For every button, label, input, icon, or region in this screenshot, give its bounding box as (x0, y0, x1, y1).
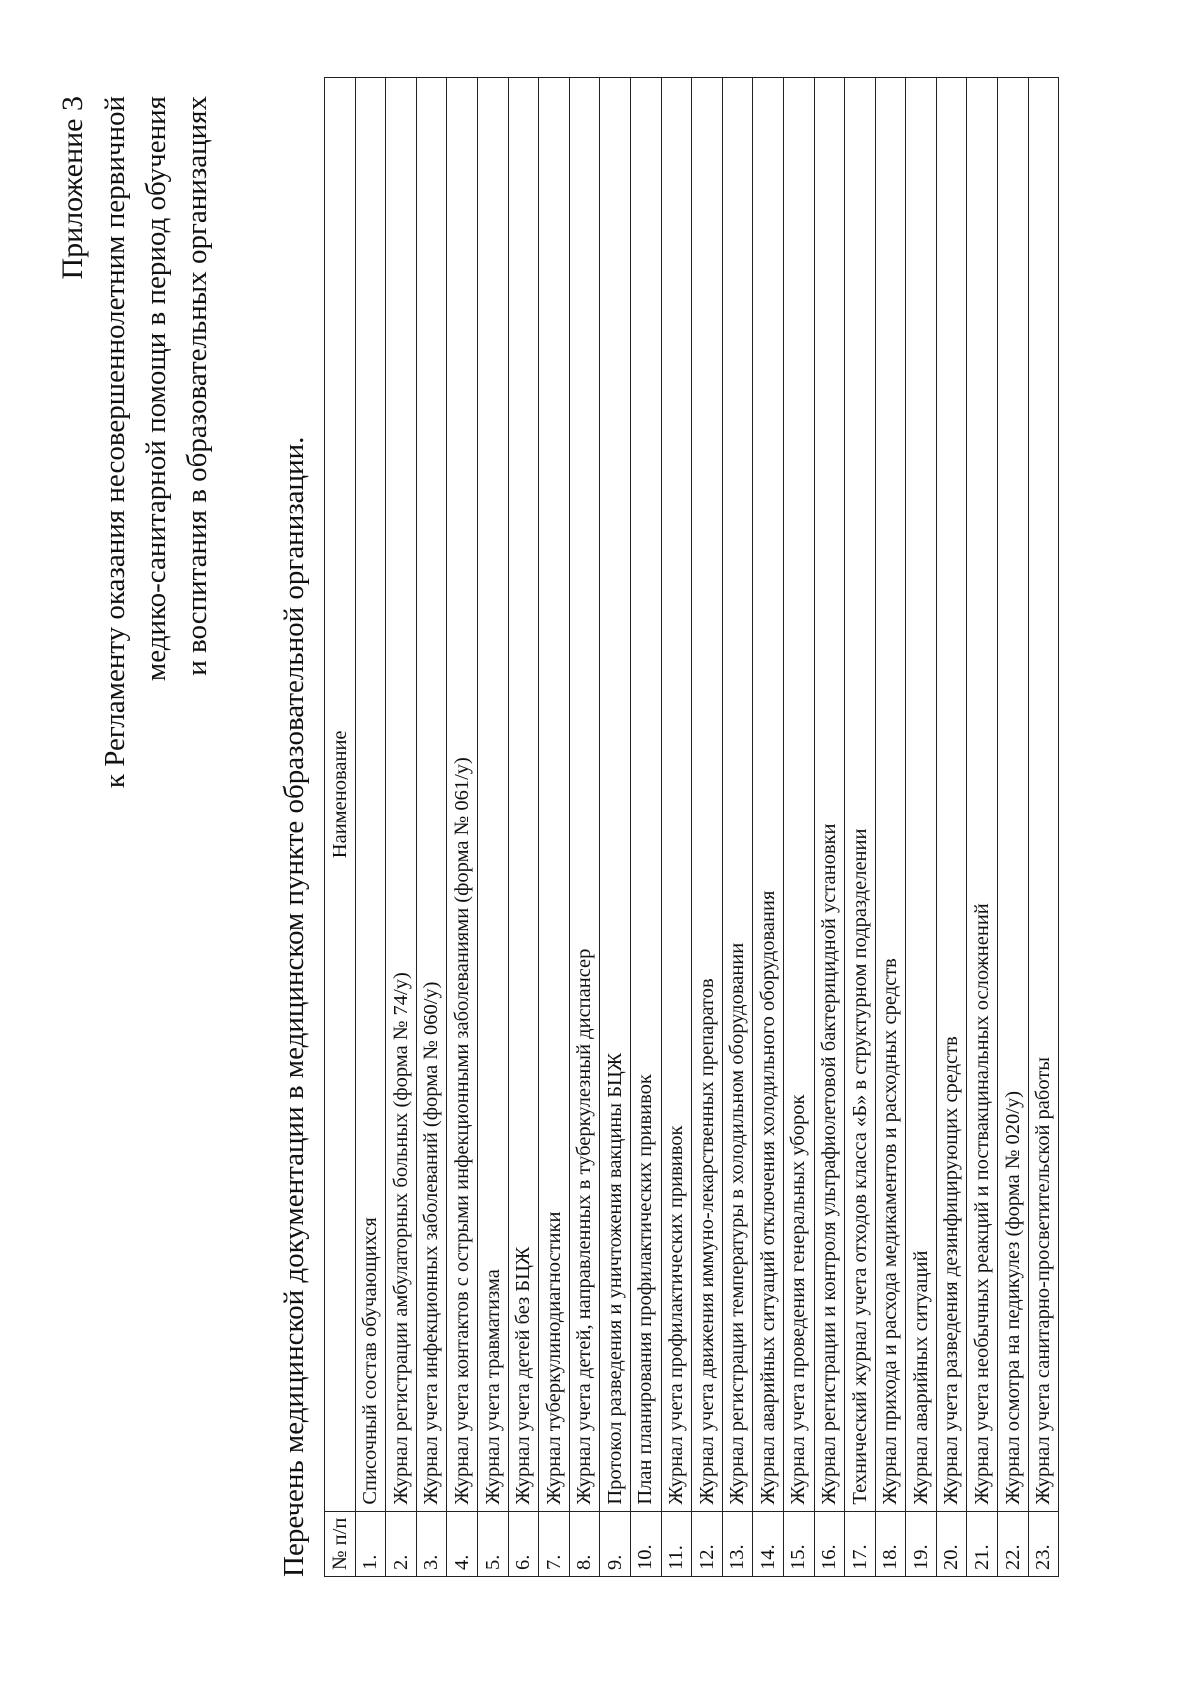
row-number: 17. (845, 1511, 876, 1576)
table-row (416, 78, 447, 1577)
row-number: 1. (355, 1511, 386, 1576)
appendix-label: Приложение 3 (56, 96, 89, 280)
table-row (753, 78, 784, 1577)
row-number: 19. (906, 1511, 937, 1576)
document-name: Журнал учета санитарно-просветительской работы (1028, 78, 1059, 1512)
document-name: Журнал учета травматизма (477, 78, 508, 1512)
table-row (355, 78, 386, 1577)
row-number: 22. (998, 1511, 1029, 1576)
header-line: и воспитания в образовательных организациях (181, 96, 213, 676)
table-row (998, 78, 1029, 1577)
table-row (447, 78, 478, 1577)
row-number: 18. (875, 1511, 906, 1576)
row-number: 4. (447, 1511, 478, 1576)
table-row (875, 78, 906, 1577)
table-row (967, 78, 998, 1577)
document-name: Журнал учета детей, направленных в туберкулезный диспансер (569, 78, 600, 1512)
row-number: 5. (477, 1511, 508, 1576)
document-name: Журнал учета разведения дезинфицирующих средств (936, 78, 967, 1512)
row-number: 20. (936, 1511, 967, 1576)
document-name: План планирования профилактических прививок (630, 78, 661, 1512)
table-row (508, 78, 539, 1577)
document-name: Журнал аварийных ситуаций (906, 78, 937, 1512)
document-name: Журнал учета движения иммуно-лекарственных препаратов (692, 78, 723, 1512)
table-row (569, 78, 600, 1577)
document-name: Журнал учета инфекционных заболеваний (форма № 060/у) (416, 78, 447, 1512)
document-name: Журнал учета профилактических прививок (661, 78, 692, 1512)
row-number: 14. (753, 1511, 784, 1576)
table-row (630, 78, 661, 1577)
table-row (845, 78, 876, 1577)
document-name: Журнал туберкулинодиагностики (539, 78, 570, 1512)
column-header-name: Наименование (325, 78, 356, 1512)
row-number: 15. (783, 1511, 814, 1576)
header-line: медико-санитарной помощи в период обучения (140, 96, 172, 682)
document-name: Журнал регистрации и контроля ультрафиолетовой бактерицидной установки (814, 78, 845, 1512)
table-row (661, 78, 692, 1577)
document-title: Перечень медицинской документации в медицинском пункте образовательной организации. (278, 436, 310, 1577)
row-number: 7. (539, 1511, 570, 1576)
document-name: Технический журнал учета отходов класса «Б» в структурном подразделении (845, 78, 876, 1512)
row-number: 16. (814, 1511, 845, 1576)
table-row (906, 78, 937, 1577)
row-number: 9. (600, 1511, 631, 1576)
column-header-number: № п/п (325, 1511, 356, 1576)
row-number: 2. (386, 1511, 417, 1576)
document-name: Журнал регистрации температуры в холодильном оборудовании (722, 78, 753, 1512)
table-body (355, 78, 1059, 1577)
document-name: Журнал аварийных ситуаций отключения холодильного оборудования (753, 78, 784, 1512)
row-number: 21. (967, 1511, 998, 1576)
row-number: 23. (1028, 1511, 1059, 1576)
table-row (539, 78, 570, 1577)
table-row (936, 78, 967, 1577)
row-number: 12. (692, 1511, 723, 1576)
table-row (1028, 78, 1059, 1577)
document-name: Журнал регистрации амбулаторных больных (форма № 74/у) (386, 78, 417, 1512)
table-row (814, 78, 845, 1577)
header-line: к Регламенту оказания несовершеннолетним первичной (99, 96, 131, 789)
document-name: Журнал учета необычных реакций и поствакцинальных осложнений (967, 78, 998, 1512)
row-number: 13. (722, 1511, 753, 1576)
document-name: Протокол разведения и уничтожения вакцины БЦЖ (600, 78, 631, 1512)
document-name: Журнал осмотра на педикулез (форма № 020/у) (998, 78, 1029, 1512)
row-number: 8. (569, 1511, 600, 1576)
document-name: Журнал учета проведения генеральных уборок (783, 78, 814, 1512)
appendix-header (52, 96, 218, 996)
row-number: 6. (508, 1511, 539, 1576)
table-row (600, 78, 631, 1577)
table-row (692, 78, 723, 1577)
table-row (783, 78, 814, 1577)
table-row (386, 78, 417, 1577)
document-name: Журнал учета детей без БЦЖ (508, 78, 539, 1512)
table-header-row (325, 78, 356, 1577)
documentation-table (324, 77, 1059, 1577)
document-name: Журнал учета контактов с острыми инфекционными заболеваниями (форма № 061/у) (447, 78, 478, 1512)
row-number: 3. (416, 1511, 447, 1576)
document-name: Списочный состав обучающихся (355, 78, 386, 1512)
table-row (722, 78, 753, 1577)
row-number: 10. (630, 1511, 661, 1576)
row-number: 11. (661, 1511, 692, 1576)
document-name: Журнал прихода и расхода медикаментов и расходных средств (875, 78, 906, 1512)
table-row (477, 78, 508, 1577)
